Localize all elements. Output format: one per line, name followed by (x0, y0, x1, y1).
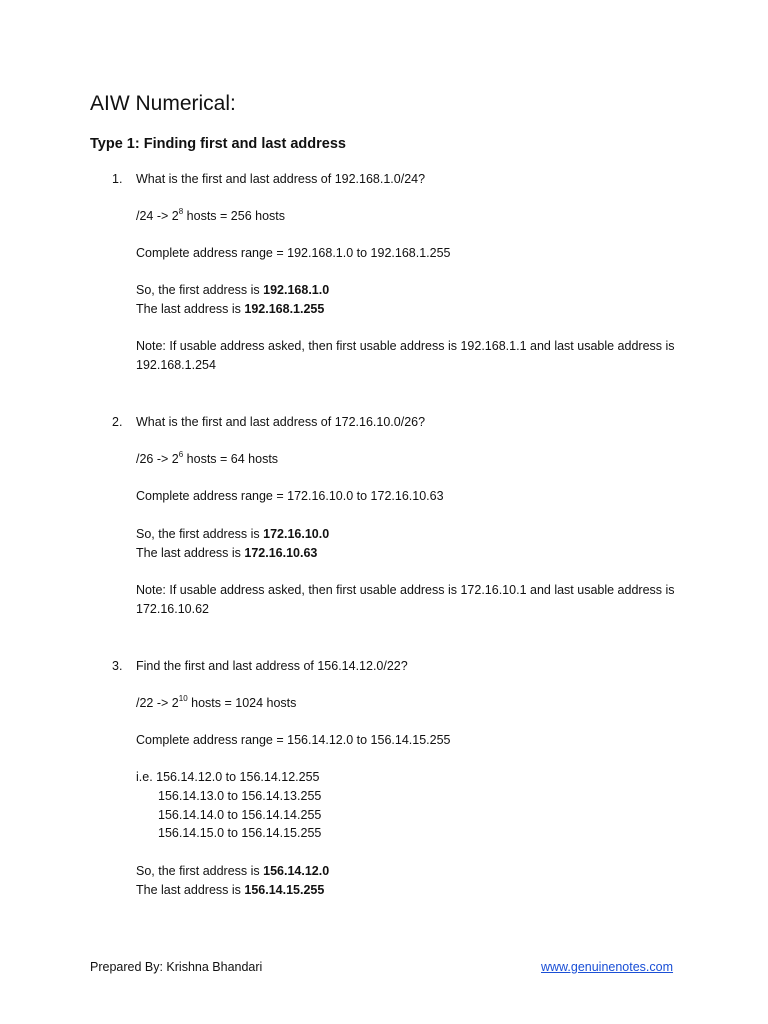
hosts-line: $/24 -> 2^8$ hosts = 256 hosts (136, 207, 286, 223)
note-line: 192.168.1.254 (136, 358, 216, 372)
exponent: 10 (178, 694, 188, 703)
first-address-line: So, the first address is 172.16.10.0 (136, 527, 330, 541)
last-address-line: The last address is 156.14.15.255 (136, 883, 325, 897)
range-line: Complete address range = 172.16.10.0 to 172.16.10.63 (136, 489, 444, 503)
range-breakdown-line: 156.14.13.0 to 156.14.13.255 (158, 789, 322, 803)
last-address-value: 192.168.1.255 (244, 302, 325, 316)
range-breakdown-line: i.e. 156.14.12.0 to 156.14.12.255 (136, 770, 320, 784)
range-breakdown-line: 156.14.14.0 to 156.14.14.255 (158, 808, 322, 822)
range-line: Complete address range = 192.168.1.0 to 192.168.1.255 (136, 246, 451, 260)
last-address-line: The last address is 192.168.1.255 (136, 302, 325, 316)
first-address-value: 156.14.12.0 (263, 864, 330, 878)
hosts-line: $/26 -> 2^6$ hosts = 64 hosts (136, 450, 279, 466)
item-number: 3. (112, 659, 123, 673)
note-line: Note: If usable address asked, then first usable address is 172.16.10.1 and last usable address is (136, 583, 675, 597)
item-number: 2. (112, 415, 123, 429)
footer-website-link[interactable]: www.genuinenotes.com (541, 960, 674, 974)
range-breakdown-line: 156.14.15.0 to 156.14.15.255 (158, 826, 322, 840)
range-line: Complete address range = 156.14.12.0 to 156.14.15.255 (136, 733, 451, 747)
first-address-line: So, the first address is 192.168.1.0 (136, 283, 330, 297)
section-heading: Type 1: Finding first and last address (90, 136, 346, 152)
item-number: 1. (112, 172, 123, 186)
note-line: Note: If usable address asked, then first usable address is 192.168.1.1 and last usable address is (136, 339, 675, 353)
first-address-line: So, the first address is 156.14.12.0 (136, 864, 330, 878)
footer-author: Prepared By: Krishna Bhandari (90, 960, 263, 974)
last-address-value: 172.16.10.63 (244, 546, 318, 560)
exponent: 6 (178, 450, 184, 459)
note-line: 172.16.10.62 (136, 602, 209, 616)
last-address-line: The last address is 172.16.10.63 (136, 546, 318, 560)
hosts-line: $/22 -> 2^{10}$ hosts = 1024 hosts (136, 694, 297, 710)
question-text: What is the first and last address of 192.168.1.0/24? (136, 172, 426, 186)
question-text: What is the first and last address of 172.16.10.0/26? (136, 415, 426, 429)
last-address-value: 156.14.15.255 (244, 883, 325, 897)
page-title: AIW Numerical: (90, 92, 236, 115)
question-text: Find the first and last address of 156.14.12.0/22? (136, 659, 408, 673)
first-address-value: 172.16.10.0 (263, 527, 330, 541)
exponent: 8 (178, 207, 184, 216)
first-address-value: 192.168.1.0 (263, 283, 330, 297)
